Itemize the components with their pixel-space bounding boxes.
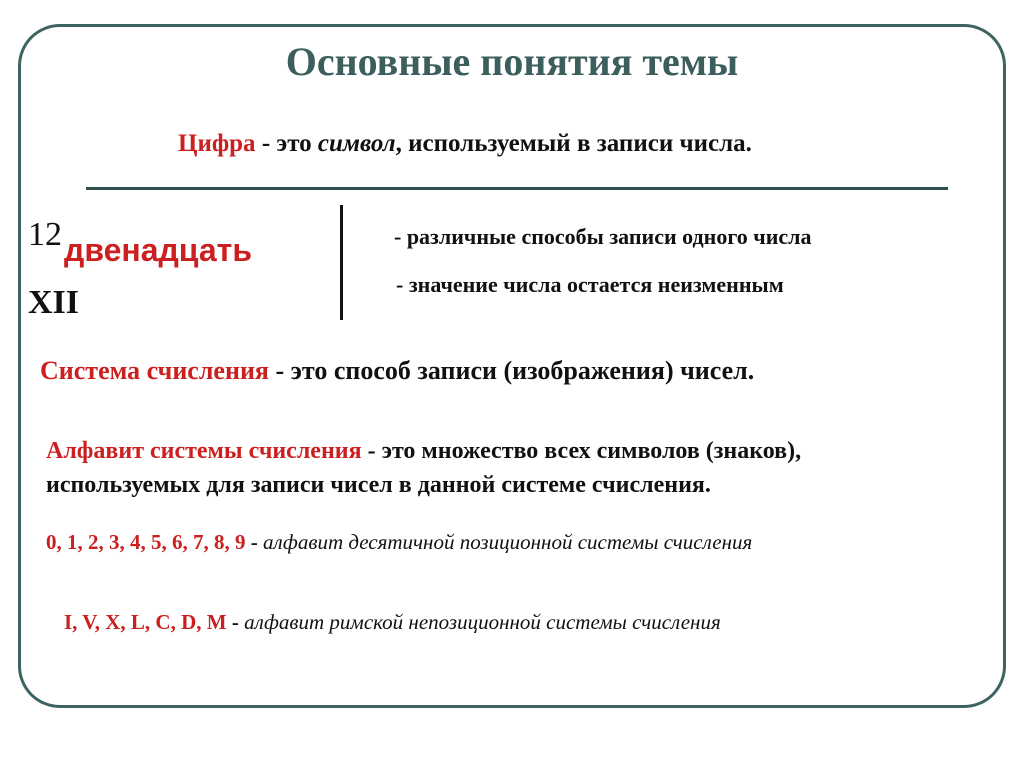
decimal-dash: - [245, 530, 263, 554]
roman-description: алфавит римской непозиционной системы счисления [244, 610, 721, 634]
arabic-number: 12 [28, 216, 62, 253]
note-different-ways: - различные способы записи одного числа [394, 224, 812, 249]
roman-dash: - [226, 610, 245, 634]
decimal-description: алфавит десятичной позиционной системы счисления [263, 530, 753, 554]
decimal-alphabet [46, 530, 752, 555]
roman-number: XII [28, 284, 80, 321]
roman-symbols: I, V, X, L, C, D, M [64, 610, 227, 634]
digit-dash: - это [255, 130, 318, 157]
slide-title: Основные понятия темы [285, 39, 739, 84]
alphabet-definition-line2: используемых для записи чисел в данной системе счисления. [46, 472, 711, 498]
alphabet-rest1: - это множество всех символов (знаков), [361, 438, 802, 464]
note-value-unchanged: - значение числа остается неизменным [396, 272, 784, 297]
digit-rest: , используемый в записи числа. [395, 130, 752, 157]
digit-term: Цифра [178, 130, 256, 157]
system-term: Система счисления [40, 356, 269, 385]
vertical-divider [340, 205, 343, 320]
system-definition [40, 356, 754, 386]
digit-definition [178, 130, 752, 158]
number-word: двенадцать [64, 232, 252, 268]
horizontal-divider [86, 187, 948, 190]
alphabet-term: Алфавит системы счисления [46, 438, 362, 464]
system-rest: - это способ записи (изображения) чисел. [269, 356, 755, 385]
alphabet-definition-line1 [46, 438, 801, 465]
digit-italic-word: символ [317, 130, 396, 157]
decimal-symbols: 0, 1, 2, 3, 4, 5, 6, 7, 8, 9 [46, 530, 246, 554]
roman-alphabet [64, 610, 721, 635]
